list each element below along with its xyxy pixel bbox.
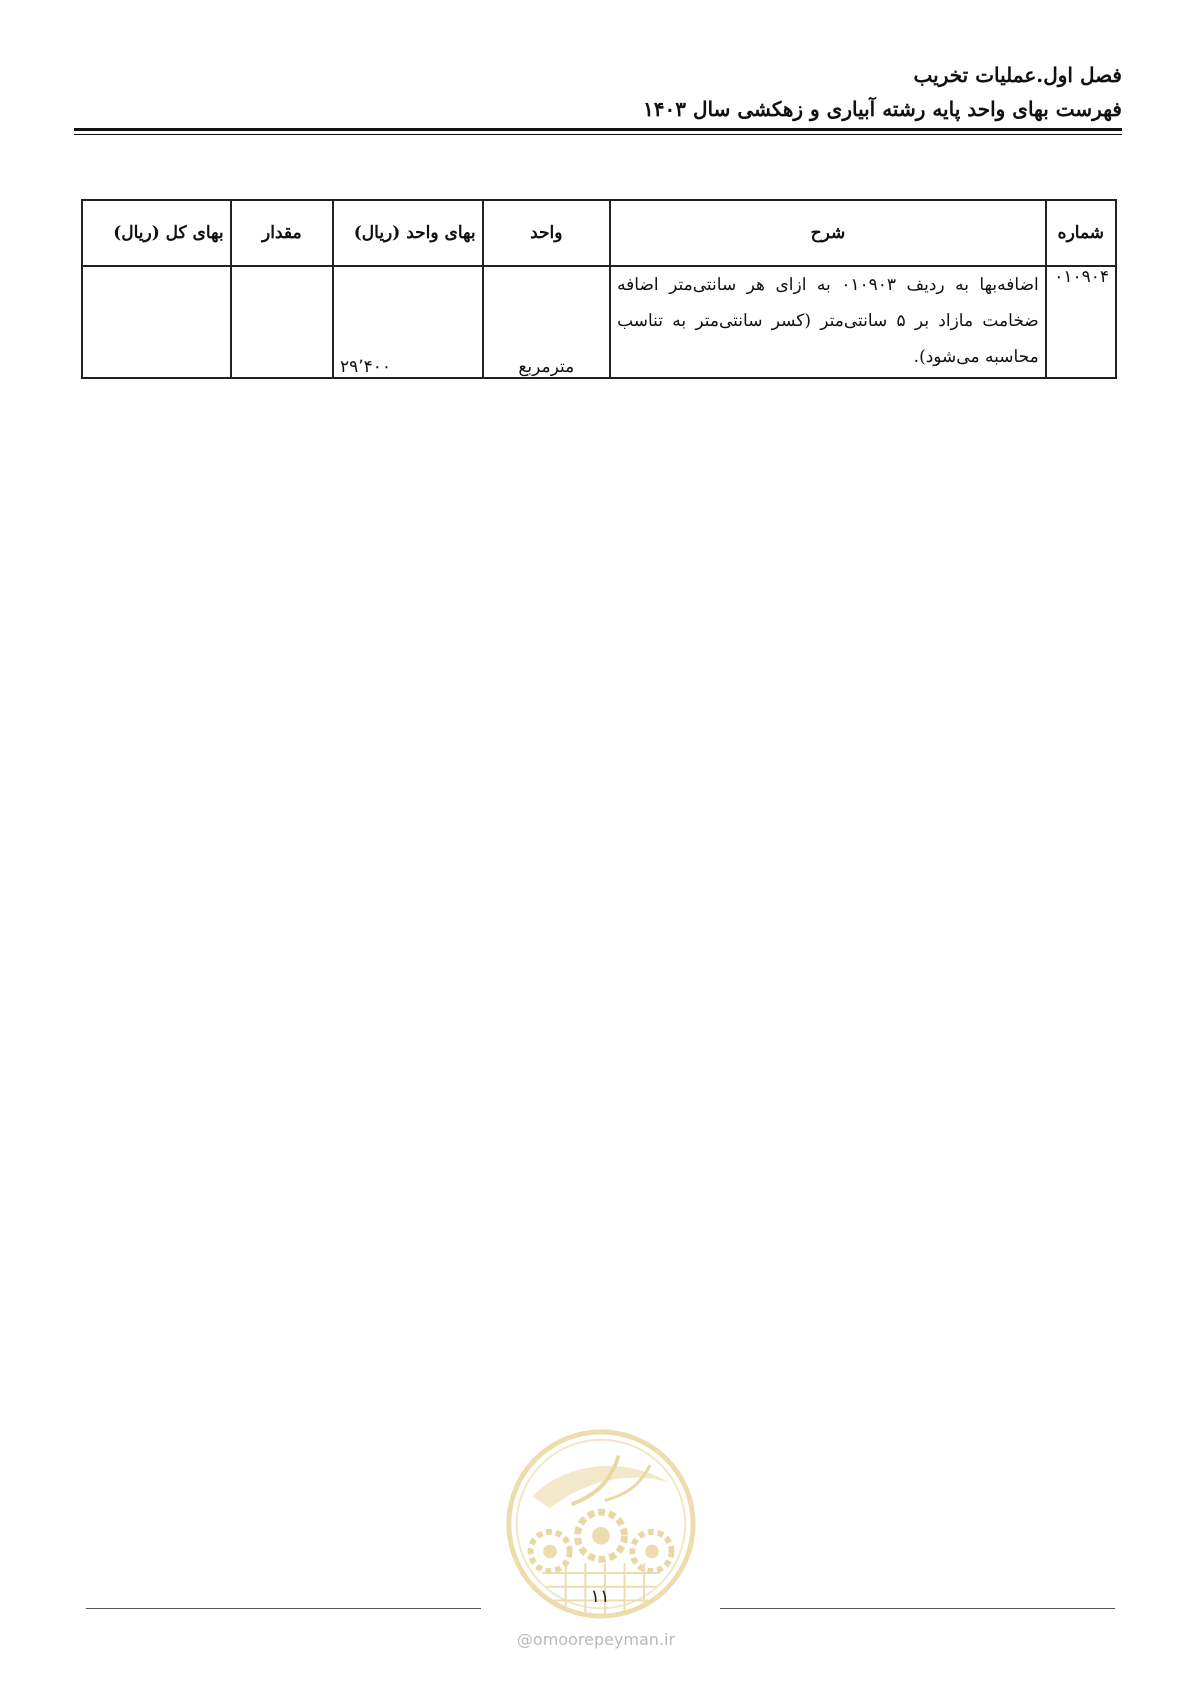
item-total-price — [82, 266, 231, 378]
column-header-total-price: بهای کل (ریال) — [82, 200, 231, 266]
item-unit: مترمربع — [483, 266, 610, 378]
page-header — [74, 60, 1122, 124]
chapter-title: فصل اول.عملیات تخریب — [913, 63, 1122, 87]
footer-divider-left — [86, 1608, 481, 1609]
table-row — [82, 266, 1116, 378]
item-number: ۰۱۰۹۰۴ — [1046, 266, 1116, 378]
document-title: فهرست بهای واحد پایه رشته آبیاری و زهکشی سال ۱۴۰۳ — [643, 97, 1122, 121]
page-number: ۱۱ — [590, 1586, 610, 1607]
column-header-description: شرح — [610, 200, 1046, 266]
item-description: اضافه‌بها به ردیف ۰۱۰۹۰۳ به ازای هر سانتی‌متر اضافه ضخامت مازاد بر ۵ سانتی‌متر (کسر سانتی‌متر به تناسب محاسبه می‌شود). — [610, 266, 1046, 378]
price-list-table — [81, 199, 1117, 379]
item-unit-price: ۲۹٬۴۰۰ — [333, 266, 483, 378]
column-header-unit: واحد — [483, 200, 610, 266]
table-header-row — [82, 200, 1116, 266]
column-header-unit-price: بهای واحد (ریال) — [333, 200, 483, 266]
footer-divider-right — [720, 1608, 1115, 1609]
column-header-quantity: مقدار — [231, 200, 333, 266]
item-quantity — [231, 266, 333, 378]
header-divider-thin — [74, 134, 1122, 135]
column-header-number: شماره — [1046, 200, 1116, 266]
header-divider-thick — [74, 128, 1122, 131]
footer-website: @omoorepeyman.ir — [516, 1630, 676, 1649]
